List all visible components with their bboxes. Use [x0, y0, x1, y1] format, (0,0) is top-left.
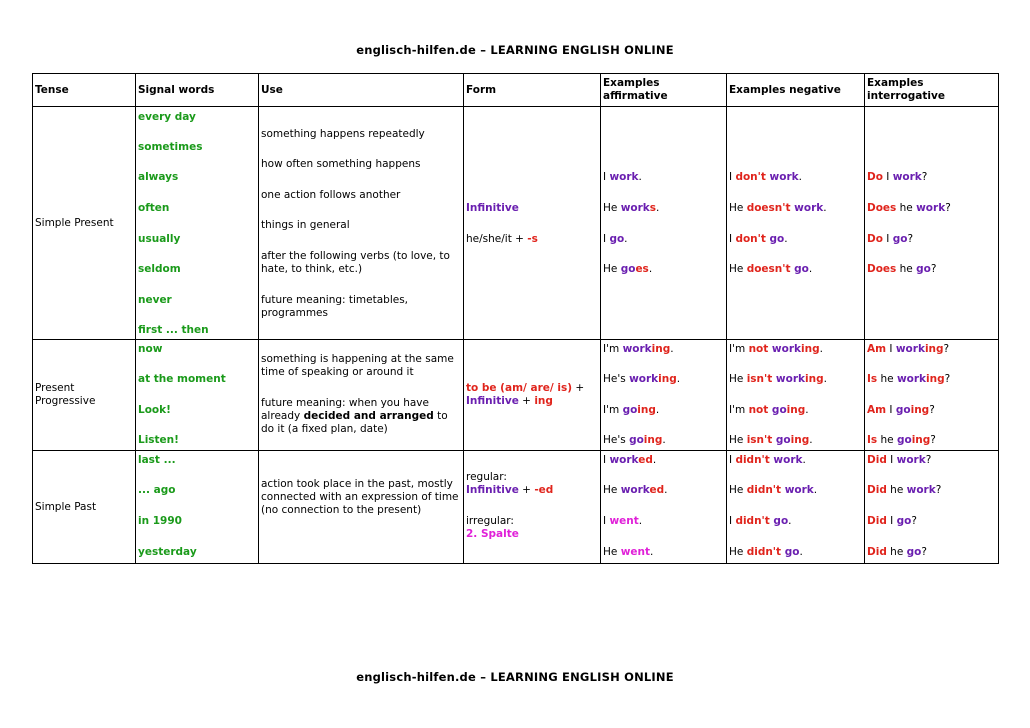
example-verb: work — [620, 202, 650, 214]
form-irregular: 2. Spalte — [466, 528, 519, 540]
example-word: he — [896, 263, 917, 275]
example-sentence — [867, 515, 996, 528]
example-punct: ? — [943, 343, 950, 355]
example-ending: s — [649, 202, 657, 214]
example-auxiliary: Did — [867, 484, 887, 496]
example-verb: go — [781, 546, 800, 558]
signal-word: now — [138, 343, 163, 355]
signal-word: last ... — [138, 454, 176, 466]
example-sentence — [603, 404, 724, 417]
example-word: He — [603, 546, 621, 558]
page-header: englisch-hilfen.de – LEARNING ENGLISH ONLINE — [356, 43, 674, 57]
signal-words-simple-present — [136, 107, 259, 340]
example-verb: work — [765, 171, 799, 183]
example-sentence — [867, 171, 996, 184]
example-ending: ing — [790, 434, 810, 446]
example-word: I'm — [729, 404, 749, 416]
example-word: I — [882, 171, 893, 183]
example-auxiliary: don't — [735, 233, 766, 245]
example-ending: ing — [910, 404, 930, 416]
example-punct: . — [664, 484, 668, 496]
example-punct: . — [650, 546, 654, 558]
example-auxiliary: Did — [867, 454, 887, 466]
form-regular-label: regular: — [466, 471, 507, 483]
examples-negative-simple-present — [727, 107, 865, 340]
example-auxiliary: doesn't — [746, 263, 791, 275]
example-word: I — [729, 171, 736, 183]
example-ending: ing — [911, 434, 931, 446]
use-item: future meaning: timetables, programmes — [261, 294, 409, 319]
col-header-signal-words: Signal words — [136, 74, 259, 107]
example-word: I'm — [729, 343, 749, 355]
form-plus: + — [518, 484, 535, 496]
form-ending: -ed — [534, 484, 554, 496]
example-punct: . — [638, 515, 643, 527]
use-item: one action follows another — [261, 189, 401, 201]
example-word: I — [882, 233, 893, 245]
example-sentence — [867, 233, 996, 246]
example-word: I — [729, 515, 736, 527]
example-verb: go — [896, 515, 912, 527]
example-word: He — [603, 263, 621, 275]
form-infinitive: Infinitive — [466, 395, 519, 407]
form-formula — [466, 382, 598, 408]
example-word: I — [729, 454, 736, 466]
example-sentence — [603, 233, 724, 246]
example-auxiliary: don't — [735, 171, 766, 183]
form-plus: + — [572, 382, 585, 394]
col-header-tense: Tense — [33, 74, 136, 107]
form-ending: ing — [534, 395, 553, 407]
example-verb: work — [895, 343, 925, 355]
form-present-progressive — [464, 340, 601, 451]
signal-word: in 1990 — [138, 515, 182, 527]
example-punct: . — [799, 546, 803, 558]
signal-words-simple-past — [136, 451, 259, 564]
example-word: He — [729, 202, 747, 214]
col-header-use: Use — [259, 74, 464, 107]
example-sentence — [603, 171, 724, 184]
table-row-present-progressive — [33, 340, 999, 451]
example-word: I — [603, 171, 610, 183]
example-sentence — [729, 515, 862, 528]
example-verb: go — [906, 546, 922, 558]
example-punct: . — [648, 263, 653, 275]
use-simple-present — [259, 107, 464, 340]
example-verb: go — [772, 434, 791, 446]
example-sentence — [729, 233, 862, 246]
example-punct: . — [638, 171, 642, 183]
example-word: I'm — [603, 404, 623, 416]
form-simple-past — [464, 451, 601, 564]
example-word: He — [729, 434, 747, 446]
example-word: I — [603, 515, 610, 527]
example-sentence — [729, 484, 862, 497]
example-verb: work — [609, 171, 639, 183]
examples-affirmative-present-progressive — [601, 340, 727, 451]
use-emphasis: decided and arranged — [303, 410, 434, 422]
example-auxiliary: Does — [867, 263, 897, 275]
example-auxiliary: Do — [867, 171, 883, 183]
tense-present-progressive: Present Progressive — [33, 340, 136, 451]
examples-interrogative-simple-present — [865, 107, 999, 340]
example-word: He — [729, 373, 747, 385]
signal-word: never — [138, 294, 172, 306]
example-ending: ing — [643, 434, 663, 446]
example-punct: . — [805, 404, 809, 416]
example-word: I — [603, 233, 610, 245]
example-punct: . — [652, 454, 657, 466]
use-item: how often something happens — [261, 158, 421, 170]
example-auxiliary: not — [748, 343, 769, 355]
form-text: he/she/it + — [466, 233, 528, 245]
form-plus: + — [518, 395, 535, 407]
signal-word: sometimes — [138, 141, 203, 153]
example-verb: work — [622, 343, 652, 355]
example-word: he — [886, 484, 907, 496]
example-sentence — [867, 202, 996, 215]
examples-affirmative-simple-past — [601, 451, 727, 564]
signal-word: at the moment — [138, 373, 226, 385]
use-item — [261, 397, 461, 436]
signal-word: every day — [138, 111, 196, 123]
example-verb: go — [629, 434, 644, 446]
use-item: action took place in the past, mostly connected with an expression of time (no connection to the present) — [261, 478, 459, 516]
signal-word: Listen! — [138, 434, 179, 446]
example-auxiliary: didn't — [746, 484, 782, 496]
example-sentence — [867, 404, 996, 417]
example-verb: go — [769, 515, 789, 527]
example-punct: . — [819, 343, 823, 355]
example-auxiliary: Am — [867, 404, 887, 416]
example-verb: go — [892, 233, 908, 245]
col-header-negative: Examples negative — [727, 74, 865, 107]
example-verb: go — [896, 434, 912, 446]
table-row-simple-present — [33, 107, 999, 340]
example-punct: . — [802, 454, 806, 466]
example-sentence — [867, 434, 996, 447]
example-verb: work — [896, 454, 926, 466]
example-punct: ? — [935, 484, 942, 496]
example-word: I — [886, 515, 897, 527]
signal-word: Look! — [138, 404, 171, 416]
example-punct: . — [784, 233, 788, 245]
signal-word: first ... then — [138, 324, 209, 336]
example-verb: go — [622, 404, 638, 416]
col-header-interrogative: Examples interrogative — [865, 74, 999, 107]
example-sentence — [603, 546, 724, 559]
example-verb-irregular: went — [620, 546, 651, 558]
examples-interrogative-present-progressive — [865, 340, 999, 451]
page-footer: englisch-hilfen.de – LEARNING ENGLISH ONLINE — [356, 670, 674, 684]
example-punct: ? — [921, 171, 928, 183]
example-punct: . — [788, 515, 792, 527]
example-punct: . — [656, 202, 660, 214]
use-simple-past — [259, 451, 464, 564]
example-sentence — [729, 404, 862, 417]
table-header-row — [33, 74, 999, 107]
example-word: he — [877, 434, 897, 446]
example-word: He — [729, 484, 747, 496]
example-sentence — [729, 202, 862, 215]
examples-negative-present-progressive — [727, 340, 865, 451]
example-word: He — [729, 263, 747, 275]
use-item: things in general — [261, 219, 350, 231]
tense-simple-past: Simple Past — [33, 451, 136, 564]
example-verb: work — [781, 484, 814, 496]
example-sentence — [603, 263, 724, 276]
example-ending: ing — [637, 404, 656, 416]
example-verb: go — [895, 404, 911, 416]
example-sentence — [729, 263, 862, 276]
example-sentence — [867, 484, 996, 497]
tenses-table — [32, 73, 999, 564]
example-ending: ing — [801, 343, 820, 355]
example-word: I — [886, 343, 896, 355]
example-ending: ing — [651, 343, 671, 355]
example-auxiliary: didn't — [735, 454, 770, 466]
form-infinitive: Infinitive — [466, 484, 519, 496]
example-verb: go — [916, 263, 931, 275]
example-sentence — [729, 546, 862, 559]
example-punct: . — [809, 434, 813, 446]
example-auxiliary: didn't — [746, 546, 782, 558]
example-verb: go — [765, 233, 785, 245]
col-header-form: Form — [464, 74, 601, 107]
examples-negative-simple-past — [727, 451, 865, 564]
example-sentence — [603, 484, 724, 497]
example-sentence — [729, 171, 862, 184]
example-auxiliary: isn't — [746, 434, 773, 446]
form-third-person — [466, 233, 598, 246]
example-auxiliary: not — [748, 404, 769, 416]
form-ending: -s — [527, 233, 538, 245]
example-word: I — [729, 233, 736, 245]
examples-interrogative-simple-past — [865, 451, 999, 564]
example-sentence — [603, 434, 724, 447]
example-sentence — [867, 546, 996, 559]
example-ending: ing — [805, 373, 824, 385]
example-verb: go — [620, 263, 636, 275]
example-punct: . — [813, 484, 818, 496]
example-sentence — [729, 343, 862, 356]
form-infinitive: Infinitive — [466, 202, 519, 214]
example-verb-irregular: went — [609, 515, 639, 527]
example-punct: . — [655, 404, 660, 416]
example-word: I — [886, 454, 897, 466]
example-word: He — [603, 484, 621, 496]
example-punct: . — [823, 202, 827, 214]
example-word: He — [729, 546, 747, 558]
example-verb: work — [769, 454, 803, 466]
example-auxiliary: Did — [867, 515, 887, 527]
example-sentence — [729, 434, 862, 447]
example-punct: ? — [921, 546, 927, 558]
example-auxiliary: Do — [867, 233, 883, 245]
example-verb: go — [609, 233, 625, 245]
example-verb: work — [892, 171, 922, 183]
use-item: after the following verbs (to love, to hate, to think, etc.) — [261, 250, 450, 275]
example-punct: ? — [907, 233, 914, 245]
example-sentence — [867, 343, 996, 356]
example-ending: ing — [658, 373, 677, 385]
col-header-affirmative: Examples affirmative — [601, 74, 727, 107]
example-ending: ing — [924, 343, 944, 355]
example-punct: . — [670, 343, 674, 355]
example-punct: ? — [945, 202, 951, 214]
examples-affirmative-simple-present — [601, 107, 727, 340]
example-sentence — [867, 373, 996, 386]
example-verb: work — [620, 484, 650, 496]
example-auxiliary: Did — [867, 546, 887, 558]
use-item: something happens repeatedly — [261, 128, 425, 140]
example-punct: . — [798, 171, 802, 183]
use-present-progressive — [259, 340, 464, 451]
form-irregular-label: irregular: — [466, 515, 514, 527]
example-verb: go — [790, 263, 809, 275]
example-punct: ? — [930, 263, 937, 275]
example-word: I — [886, 404, 896, 416]
example-auxiliary: doesn't — [746, 202, 791, 214]
use-text: to do it (a fixed plan, date) — [261, 410, 448, 435]
signal-word: often — [138, 202, 170, 214]
example-auxiliary: Am — [867, 343, 887, 355]
example-verb: work — [768, 343, 802, 355]
signal-word: yesterday — [138, 546, 197, 558]
example-auxiliary: isn't — [746, 373, 773, 385]
example-verb: work — [790, 202, 824, 214]
example-word: He's — [603, 373, 630, 385]
example-word: he — [886, 546, 907, 558]
example-punct: ? — [930, 434, 936, 446]
example-verb: work — [609, 454, 639, 466]
example-punct: ? — [925, 454, 932, 466]
example-punct: ? — [944, 373, 951, 385]
signal-word: always — [138, 171, 179, 183]
use-text: future meaning: when you have already — [261, 397, 429, 422]
example-punct: . — [808, 263, 813, 275]
example-sentence — [603, 454, 724, 467]
signal-words-present-progressive — [136, 340, 259, 451]
example-punct: . — [823, 373, 827, 385]
example-punct: . — [676, 373, 681, 385]
example-word: I'm — [603, 343, 623, 355]
form-simple-present — [464, 107, 601, 340]
example-ending: ing — [786, 404, 806, 416]
example-ending: ing — [926, 373, 945, 385]
example-sentence — [603, 343, 724, 356]
use-item: something is happening at the same time of speaking or around it — [261, 353, 454, 378]
example-word: He — [603, 202, 621, 214]
signal-word: usually — [138, 233, 181, 245]
example-punct: . — [662, 434, 666, 446]
example-sentence — [729, 373, 862, 386]
example-sentence — [729, 454, 862, 467]
example-word: he — [896, 202, 917, 214]
signal-word: seldom — [138, 263, 181, 275]
example-auxiliary: Does — [867, 202, 897, 214]
tense-simple-present: Simple Present — [33, 107, 136, 340]
table-row-simple-past — [33, 451, 999, 564]
example-word: he — [877, 373, 897, 385]
example-word: I — [603, 454, 610, 466]
signal-word: ... ago — [138, 484, 176, 496]
example-verb: work — [772, 373, 805, 385]
example-sentence — [603, 373, 724, 386]
example-sentence — [603, 202, 724, 215]
example-ending: ed — [638, 454, 653, 466]
example-auxiliary: Is — [867, 373, 878, 385]
example-sentence — [867, 454, 996, 467]
form-auxiliary: to be (am/ are/ is) — [466, 382, 573, 394]
example-verb: work — [916, 202, 946, 214]
example-punct: ? — [929, 404, 935, 416]
example-verb: go — [768, 404, 787, 416]
example-auxiliary: didn't — [735, 515, 770, 527]
example-verb: work — [906, 484, 936, 496]
example-ending: es — [635, 263, 649, 275]
example-ending: ed — [649, 484, 665, 496]
form-regular — [466, 484, 598, 497]
example-verb: work — [629, 373, 659, 385]
example-auxiliary: Is — [867, 434, 878, 446]
example-sentence — [603, 515, 724, 528]
example-verb: work — [896, 373, 927, 385]
example-punct: ? — [911, 515, 917, 527]
example-sentence — [867, 263, 996, 276]
example-word: He's — [603, 434, 630, 446]
example-punct: . — [624, 233, 628, 245]
